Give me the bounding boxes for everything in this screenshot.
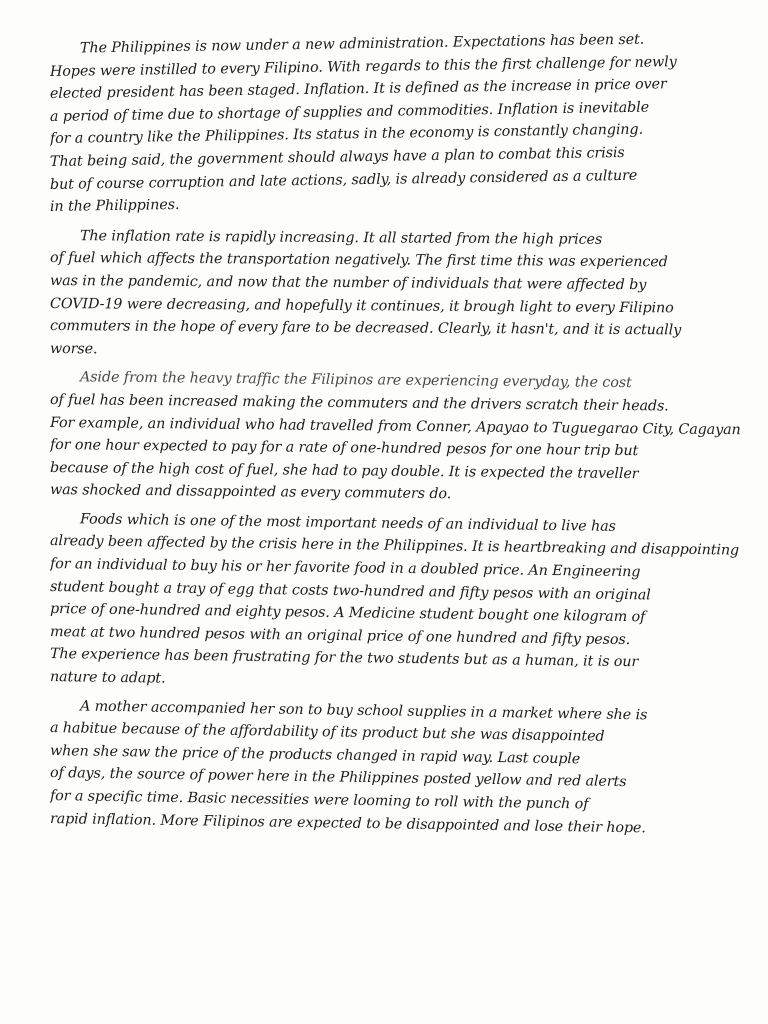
text-line: elected president has been staged. Inflation. It is defined as the increase in price over: [49, 76, 667, 103]
text-line: meat at two hundred pesos with an original price of one hundred and fifty pesos.: [49, 623, 631, 648]
text-line: of fuel which affects the transportation negatively. The first time this was experienced: [49, 250, 668, 271]
paragraph-5: [49, 695, 748, 836]
text-line: for one hour expected to pay for a rate of one-hundred pesos for one hour trip but: [49, 437, 639, 460]
text-line: For example, an individual who had travelled from Conner, Apayao to Tuguegarao City, Cagayan: [49, 414, 741, 438]
text-line: The inflation rate is rapidly increasing. It all started from the high prices: [79, 227, 603, 248]
text-line: already been affected by the crisis here in the Philippines. It is heartbreaking and disappointing: [49, 533, 740, 560]
paragraph-1: [49, 31, 748, 219]
text-line: of days, the source of power here in the Philippines posted yellow and red alerts: [49, 765, 627, 791]
text-line: commuters in the hope of every fare to be decreased. Clearly, it hasn't, and it is actually: [49, 318, 682, 339]
text-line: a habitue because of the affordability of its product but she was disappointed: [49, 720, 605, 745]
text-line: because of the high cost of fuel, she had to pay double. It is expected the traveller: [49, 459, 639, 482]
text-line: was shocked and dissappointed as every commuters do.: [49, 482, 452, 503]
paragraph-2: [50, 225, 748, 361]
text-line: of fuel has been increased making the commuters and the drivers scratch their heads.: [49, 391, 669, 415]
paragraph-3: [50, 366, 748, 502]
paragraph-4: [50, 508, 748, 689]
text-line: in the Philippines.: [49, 197, 180, 216]
text-line: was in the pandemic, and now that the number of individuals that were affected by: [49, 272, 647, 294]
text-line: The Philippines is now under a new administration. Expectations has been set.: [79, 31, 645, 57]
text-line: Foods which is one of the most important needs of an individual to live has: [79, 511, 616, 535]
text-line: for a specific time. Basic necessities were looming to roll with the punch of: [49, 788, 589, 813]
text-line: price of one-hundred and eighty pesos. A Medicine student bought one kilogram of: [49, 601, 646, 626]
text-line: COVID-19 were decreasing, and hopefully it continues, it brough light to every Filipino: [49, 295, 674, 316]
text-line: Hopes were instilled to every Filipino. With regards to this the first challenge for newly: [49, 53, 677, 80]
text-line: worse.: [49, 340, 98, 358]
text-line: but of course corruption and late actions, sadly, is already considered as a culture: [49, 167, 638, 193]
text-line: A mother accompanied her son to buy school supplies in a market where she is: [79, 698, 648, 724]
text-line: nature to adapt.: [49, 669, 166, 687]
text-line: Aside from the heavy traffic the Filipinos are experiencing everyday, the cost: [79, 369, 632, 392]
text-line: for an individual to buy his or her favorite food in a doubled price. An Engineering: [49, 556, 641, 581]
text-line: student bought a tray of egg that costs two-hundred and fifty pesos with an original: [49, 578, 651, 604]
text-line: That being said, the government should always have a plan to combat this crisis: [49, 144, 625, 170]
text-line: a period of time due to shortage of supplies and commodities. Inflation is inevitable: [49, 99, 650, 125]
text-line: when she saw the price of the products changed in rapid way. Last couple: [49, 742, 581, 768]
text-line: The experience has been frustrating for the two students but as a human, it is our: [49, 646, 639, 671]
text-line: rapid inflation. More Filipinos are expected to be disappointed and lose their hope.: [49, 810, 646, 836]
text-line: for a country like the Philippines. Its status in the economy is constantly changing.: [49, 122, 644, 148]
